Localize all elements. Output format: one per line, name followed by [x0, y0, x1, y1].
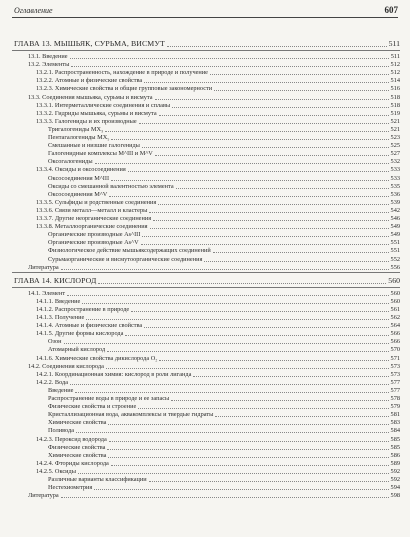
- toc-entry-title: Сурьмаорганические и висмутоорганические соединения: [48, 255, 203, 263]
- toc-entry-page: 535: [390, 182, 400, 190]
- toc-entry-title: 14.2. Соединения кислорода: [28, 362, 104, 370]
- toc-entry-title: Оксосоединения M^III: [48, 174, 110, 182]
- dot-leader: [106, 368, 389, 369]
- toc-entry-page: 586: [390, 451, 400, 459]
- toc-entry-page: 542: [390, 206, 400, 214]
- toc-entry-title: Нестехиометрия: [48, 484, 93, 492]
- dot-leader: [70, 58, 389, 59]
- toc-entry-title: 14.1.1. Введение: [36, 297, 81, 305]
- toc-entry-page: 573: [390, 370, 400, 378]
- toc-entry[interactable]: [28, 263, 400, 272]
- toc-entry-page: 521: [390, 125, 400, 133]
- toc-entry-page: 511: [390, 53, 400, 60]
- dot-leader: [149, 212, 388, 213]
- toc-entry-page: 573: [390, 362, 400, 370]
- dot-leader: [125, 335, 388, 336]
- dot-leader: [142, 147, 389, 148]
- toc-entry-page: 521: [390, 117, 400, 125]
- toc-entry-title: Химические свойства: [48, 419, 107, 427]
- dot-leader: [78, 473, 389, 474]
- toc-entry-page: 511: [388, 39, 400, 48]
- header-rule: [12, 17, 398, 18]
- toc-entry-page: 533: [390, 166, 400, 174]
- dot-leader: [158, 204, 388, 205]
- dot-leader: [61, 497, 389, 498]
- toc-entry-page: 527: [390, 150, 400, 158]
- dot-leader: [108, 457, 388, 458]
- dot-leader: [144, 82, 388, 83]
- toc-entry-page: 518: [390, 101, 400, 109]
- toc-entry-title: 13.2.2. Атомные и физические свойства: [36, 77, 143, 85]
- dot-leader: [61, 269, 389, 270]
- toc-entry-title: Оксогалогениды: [48, 158, 93, 166]
- toc-entry-title: Оксиды со смешанной валентностью элемента: [48, 182, 174, 190]
- toc-entry-page: 512: [390, 69, 400, 77]
- toc-entry-page: 532: [390, 158, 400, 166]
- toc-chapter-entry[interactable]: [14, 38, 400, 49]
- toc-entry-title: Физические свойства: [48, 443, 106, 451]
- toc-entry-page: 592: [390, 476, 400, 483]
- toc-entry-title: 13.3.6. Связи металл—металл и кластеры: [36, 206, 148, 214]
- dot-leader: [75, 392, 388, 393]
- toc-entry-title: 13.2. Элементы: [28, 61, 70, 69]
- toc-entry-page: 571: [390, 354, 400, 362]
- toc-entry-page: 546: [390, 215, 400, 222]
- toc-entry-page: 594: [390, 484, 400, 492]
- toc-entry-title: Химические свойства: [48, 451, 107, 459]
- toc-entry-title: 13.3.4. Оксиды и оксосоединения: [36, 166, 126, 174]
- dot-leader: [109, 441, 389, 442]
- dot-leader: [107, 351, 388, 352]
- toc-entry-page: 549: [390, 223, 400, 231]
- toc-entry-title: Пентагалогениды MX₅: [48, 134, 110, 141]
- toc-entry-page: 560: [388, 275, 400, 285]
- toc-entry-title: 14.1.3. Получение: [36, 314, 85, 321]
- toc-entry-title: 14.1.4. Атомные и физические свойства: [36, 322, 143, 330]
- dot-leader: [131, 311, 388, 312]
- dot-leader: [111, 139, 388, 140]
- dot-leader: [176, 188, 389, 189]
- toc-entry-page: 551: [390, 239, 400, 247]
- toc-entry-page: 549: [390, 231, 400, 239]
- toc-entry-page: 525: [390, 142, 400, 150]
- toc-entry-title: 14.2.3. Пероксид водорода: [36, 435, 107, 443]
- toc-entry-title: Органические производные As^III: [48, 231, 141, 239]
- toc-entry-page: 578: [390, 395, 400, 402]
- toc-entry-page: 581: [390, 411, 400, 419]
- chapter-underline: [12, 50, 400, 51]
- toc-entry-page: 551: [390, 247, 400, 255]
- dot-leader: [171, 400, 388, 401]
- dot-leader: [167, 46, 387, 47]
- dot-leader: [67, 295, 388, 296]
- toc-entry-page: 579: [390, 403, 400, 411]
- dot-leader: [107, 449, 388, 450]
- dot-leader: [155, 99, 389, 100]
- toc-entry-page: 561: [390, 305, 400, 313]
- toc-entry-title: 13.3.5. Сульфиды и родственные соединения: [36, 198, 157, 206]
- dot-leader: [98, 283, 386, 284]
- dot-leader: [95, 163, 389, 164]
- toc-entry-page: 562: [390, 314, 400, 321]
- toc-entry-page: 570: [390, 346, 400, 354]
- toc-entry-title: Распространение воды в природе и ее запасы: [48, 395, 170, 402]
- toc-entry-page: 598: [390, 492, 400, 500]
- toc-entry-title: Литература: [28, 492, 59, 500]
- dot-leader: [215, 416, 388, 417]
- toc-entry-title: Галогенидные комплексы M^III и M^V: [48, 150, 153, 158]
- dot-leader: [76, 432, 389, 433]
- toc-entry-title: ГЛАВА 14. КИСЛОРОД: [14, 275, 97, 285]
- toc-entry-title: Физические свойства и строение: [48, 403, 137, 411]
- toc-entry-page: 512: [390, 61, 400, 69]
- toc-entry-title: 14.2.5. Оксиды: [36, 467, 76, 475]
- toc-entry-title: Оксосоединения M^V: [48, 190, 108, 198]
- dot-leader: [86, 319, 388, 320]
- toc-entry-page: 583: [390, 419, 400, 427]
- toc-entry-page: 533: [390, 174, 400, 182]
- toc-entry-title: Органические производные As^V: [48, 239, 139, 247]
- dot-leader: [142, 236, 388, 237]
- dot-leader: [71, 66, 388, 67]
- toc-entry-title: 14.1.2. Распространение в природе: [36, 305, 130, 313]
- toc-entry-title: Физиологическое действие мышьяксодержащих соединений: [48, 247, 211, 255]
- dot-leader: [128, 171, 389, 172]
- toc-entry-title: 13.3.1. Интерметаллические соединения и сплавы: [36, 101, 171, 109]
- toc-entry-title: Атомарный кислород: [48, 346, 106, 354]
- toc-entry-title: 13.2.1. Распространенность, нахождение в природе и получение: [36, 69, 208, 77]
- toc-entry-page: 536: [390, 190, 400, 198]
- dot-leader: [214, 90, 388, 91]
- toc-entry-page: 566: [390, 330, 400, 338]
- toc-entry-title: 13.2.3. Химические свойства и общие групповые закономерности: [36, 85, 213, 93]
- chapter-underline: [12, 287, 400, 288]
- toc-chapter-entry[interactable]: [14, 275, 400, 286]
- toc-entry-title: Озон: [48, 338, 62, 346]
- toc-entry-title: 13.3.3. Галогениды и их производные: [36, 117, 137, 125]
- page-number: 607: [384, 5, 398, 15]
- dot-leader: [159, 360, 388, 361]
- dot-leader: [144, 327, 388, 328]
- dot-leader: [111, 180, 388, 181]
- toc-entry-title: 13.1. Введение: [28, 53, 68, 60]
- dot-leader: [138, 408, 388, 409]
- toc-entry-title: ГЛАВА 13. МЫШЬЯК, СУРЬМА, ВИСМУТ: [14, 39, 165, 48]
- toc-entry-page: 552: [390, 255, 400, 263]
- toc-entry-page: 585: [390, 443, 400, 451]
- dot-leader: [94, 489, 388, 490]
- dot-leader: [139, 123, 389, 124]
- dot-leader: [149, 481, 389, 482]
- toc-entry-page: 523: [390, 134, 400, 141]
- toc-entry-page: 592: [390, 467, 400, 475]
- toc-entry-title: 13.3.7. Другие неорганические соединения: [36, 215, 152, 222]
- toc-entry-page: 584: [390, 427, 400, 435]
- toc-entry-title: Различные варианты классификации: [48, 476, 147, 483]
- toc-entry-page: 585: [390, 435, 400, 443]
- toc-entry-page: 560: [390, 297, 400, 305]
- toc-entry-page: 577: [390, 386, 400, 394]
- toc-entry-page: 518: [390, 93, 400, 101]
- toc-entry-title: Тригалогениды MX₃: [48, 125, 104, 133]
- dot-leader: [82, 303, 388, 304]
- toc-entry-title: 14.2.1. Координационная химия: кислород в роли лиганда: [36, 370, 192, 378]
- running-title: Оглавление: [14, 6, 53, 15]
- page-header: [14, 4, 398, 18]
- toc-entry-page: 589: [390, 459, 400, 467]
- dot-leader: [159, 115, 389, 116]
- dot-leader: [111, 465, 389, 466]
- toc-entry-page: 577: [390, 378, 400, 386]
- toc-entry-title: 14.2.2. Вода: [36, 378, 69, 386]
- dot-leader: [155, 155, 389, 156]
- toc-entry-title: 13.3.2. Гидриды мышьяка, сурьмы и висмута: [36, 109, 157, 117]
- toc-entry-title: 13.3. Соединения мышьяка, сурьмы и висмута: [28, 93, 153, 101]
- toc-entry-title: 14.2.4. Фториды кислорода: [36, 459, 109, 467]
- toc-entry-title: Литература: [28, 263, 59, 271]
- toc-entry-page: 556: [390, 263, 400, 271]
- toc-entry-title: 14.1. Элемент: [28, 289, 66, 297]
- toc-entry-title: 14.1.5. Другие формы кислорода: [36, 330, 124, 338]
- dot-leader: [70, 384, 388, 385]
- toc-entry-title: 14.1.6. Химические свойства дикислорода O₂: [36, 354, 158, 362]
- dot-leader: [204, 261, 388, 262]
- toc-entry-page: 566: [390, 338, 400, 346]
- dot-leader: [213, 252, 389, 253]
- toc-entry-page: 514: [390, 77, 400, 85]
- toc-entry[interactable]: [28, 491, 400, 500]
- dot-leader: [105, 131, 388, 132]
- toc-entry-title: Введение: [48, 386, 74, 394]
- toc-entry-title: 13.3.8. Металлоорганические соединения: [36, 223, 148, 231]
- toc-entry-page: 564: [390, 322, 400, 330]
- dot-leader: [109, 196, 388, 197]
- toc-entry-page: 516: [390, 85, 400, 93]
- dot-leader: [141, 244, 389, 245]
- toc-entry-page: 560: [390, 289, 400, 297]
- toc-entry-title: Кристаллизационная вода, аквакомплексы и твердые гидраты: [48, 411, 214, 419]
- dot-leader: [193, 376, 388, 377]
- dot-leader: [64, 343, 389, 344]
- dot-leader: [172, 107, 388, 108]
- dot-leader: [210, 74, 389, 75]
- dot-leader: [108, 424, 388, 425]
- dot-leader: [150, 228, 389, 229]
- toc-entry-title: Поливодa: [48, 427, 75, 435]
- chapter-separator: [12, 272, 400, 273]
- toc-entry-page: 539: [390, 198, 400, 206]
- dot-leader: [153, 220, 388, 221]
- toc-entry-title: Смешанные и низшие галогениды: [48, 142, 140, 150]
- toc-entry-page: 519: [390, 109, 400, 117]
